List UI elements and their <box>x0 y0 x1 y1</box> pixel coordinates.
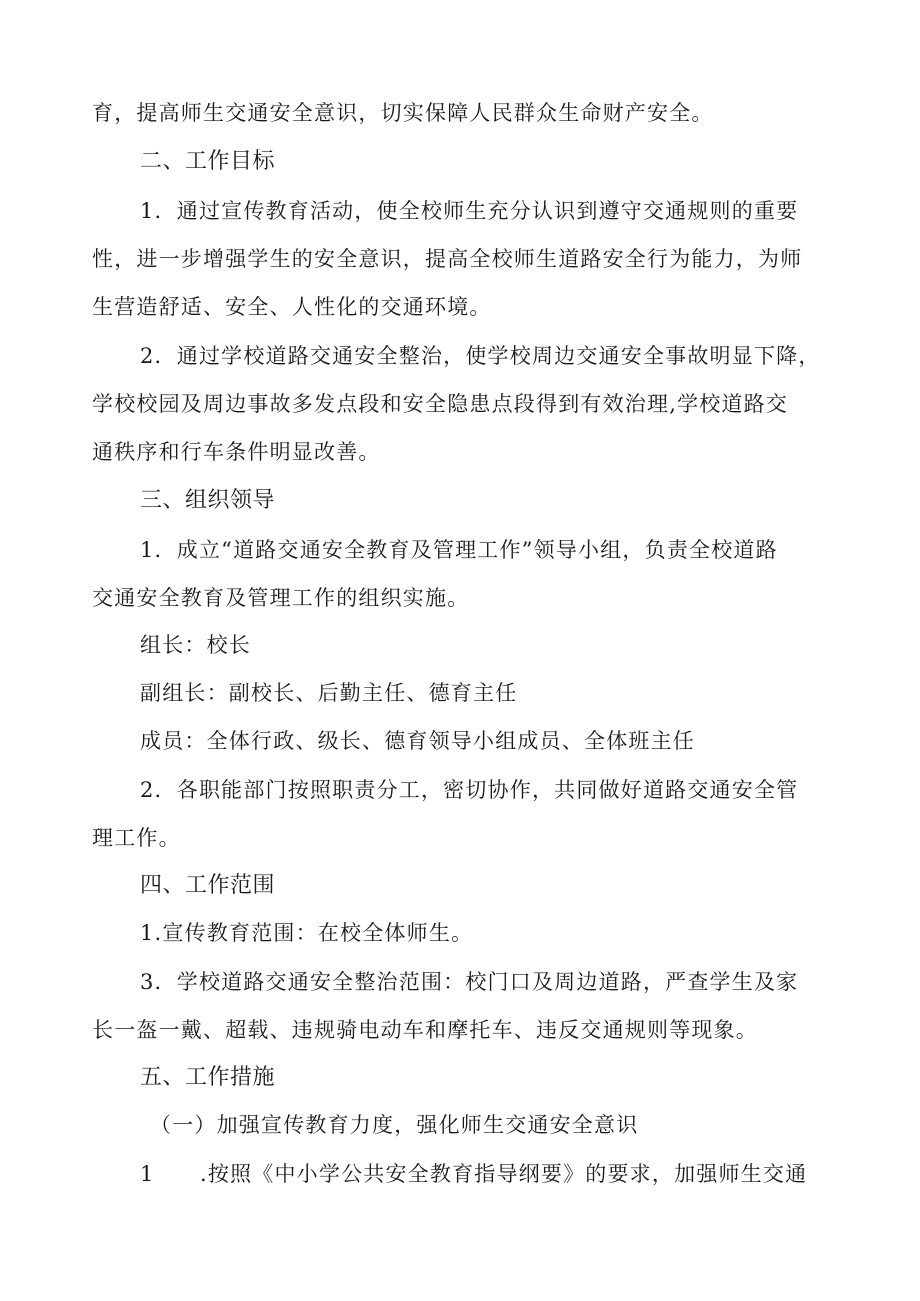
paragraph-line: 2．通过学校道路交通安全整治，使学校周边交通安全事故明显下降， <box>140 344 821 368</box>
section-heading-scope: 四、工作范围 <box>140 873 276 898</box>
paragraph-line: 育，提高师生交通安全意识，切实保障人民群众生命财产安全。 <box>92 101 714 125</box>
paragraph-line: 生营造舒适、安全、人性化的交通环境。 <box>92 295 492 319</box>
section-heading-measures: 五、工作措施 <box>140 1065 276 1090</box>
section-heading-leadership: 三、组织领导 <box>140 488 276 513</box>
subsection-heading: （一）加强宣传教育力度，强化师生交通安全意识 <box>150 1113 639 1137</box>
members-line: 成员：全体行政、级长、德育领导小组成员、全体班主任 <box>140 729 695 753</box>
paragraph-line: 学校校园及周边事故多发点段和安全隐患点段得到有效治理,学校道路交 <box>92 392 789 416</box>
paragraph-line: 1．成立“道路交通安全教育及管理工作”领导小组，负责全校道路 <box>140 538 778 562</box>
paragraph-line: 理工作。 <box>92 826 181 850</box>
list-number: 1 <box>140 1162 155 1186</box>
paragraph-line: .按照《中小学公共安全教育指导纲要》的要求，加强师生交通 <box>200 1162 808 1186</box>
deputy-leader-line: 副组长：副校长、后勤主任、德育主任 <box>140 681 518 705</box>
paragraph-line: 通秩序和行车条件明显改善。 <box>92 440 381 464</box>
paragraph-line: 1．通过宣传教育活动，使全校师生充分认识到遵守交通规则的重要 <box>140 199 799 223</box>
paragraph-line: 2．各职能部门按照职责分工，密切协作，共同做好道路交通安全管 <box>140 778 799 802</box>
paragraph-line: 3．学校道路交通安全整治范围：校门口及周边道路，严查学生及家 <box>140 970 799 994</box>
paragraph-line: 1.宣传教育范围：在校全体师生。 <box>140 921 474 945</box>
group-leader-line: 组长：校长 <box>140 633 251 657</box>
paragraph-line: 交通安全教育及管理工作的组织实施。 <box>92 586 470 610</box>
section-heading-goals: 二、工作目标 <box>140 149 276 174</box>
paragraph-line: 性，进一步增强学生的安全意识，提高全校师生道路安全行为能力，为师 <box>92 247 803 271</box>
paragraph-line: 长一盔一戴、超载、违规骑电动车和摩托车、违反交通规则等现象。 <box>92 1018 758 1042</box>
